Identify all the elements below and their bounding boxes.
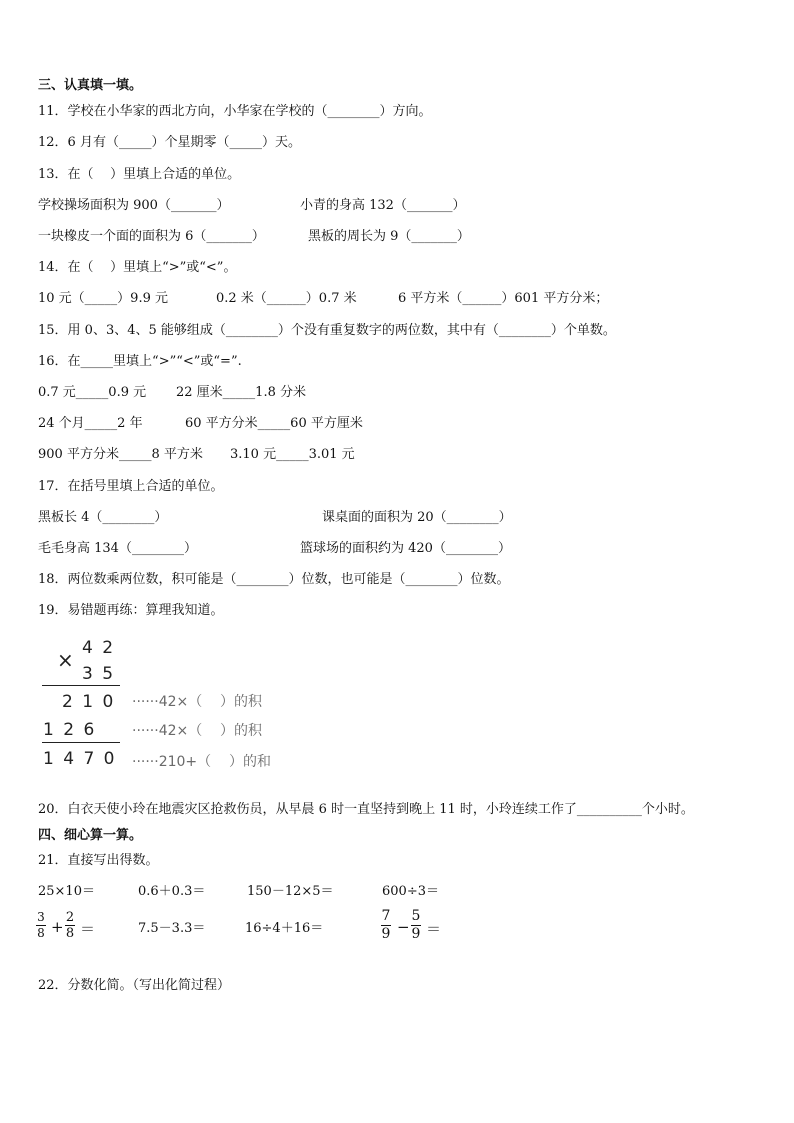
question-12: 12．6 月有（_____）个星期零（_____）天。 bbox=[38, 135, 301, 150]
q14-item-3: 6 平方米（______）601 平方分米； bbox=[398, 291, 609, 306]
q17-item-2: 课桌面的面积为 20（________） bbox=[322, 510, 512, 525]
minus-sign: − bbox=[397, 918, 410, 936]
question-15: 15．用 0、3、4、5 能够组成（________）个没有重复数字的两位数，其中有（________）个单数。 bbox=[38, 323, 616, 338]
question-17: 17．在括号里填上合适的单位。 bbox=[38, 479, 224, 494]
question-19: 19．易错题再练：算理我知道。 bbox=[38, 603, 224, 618]
q16-item-4: 60 平方分米_____60 平方厘米 bbox=[185, 416, 363, 431]
calc-rule-1 bbox=[42, 685, 120, 686]
fraction-5-9 bbox=[411, 909, 421, 942]
calc-row-2: 3 5 bbox=[82, 664, 116, 684]
denominator: 9 bbox=[411, 926, 421, 942]
question-14: 14．在（ ）里填上“>”或“<”。 bbox=[38, 260, 237, 275]
question-18: 18．两位数乘两位数，积可能是（________）位数，也可能是（________）位数。 bbox=[38, 572, 510, 587]
calc-item-3: 150－12×5＝ bbox=[247, 884, 334, 899]
denominator: 8 bbox=[65, 926, 75, 941]
calc-item-6: 16÷4＋16＝ bbox=[245, 921, 324, 936]
fraction-3-8 bbox=[36, 911, 46, 940]
question-11: 11．学校在小华家的西北方向，小华家在学校的（________）方向。 bbox=[38, 104, 432, 119]
calc-row-5: 1 4 7 0 bbox=[43, 749, 117, 769]
numerator: 7 bbox=[381, 908, 391, 924]
fraction-7-9 bbox=[381, 909, 391, 942]
denominator: 9 bbox=[381, 926, 391, 942]
q13-item-1: 学校操场面积为 900（_______） bbox=[38, 198, 230, 213]
question-16: 16．在_____里填上“>”“<”或“=”. bbox=[38, 354, 242, 369]
q13-item-3: 一块橡皮一个面的面积为 6（_______） bbox=[38, 229, 265, 244]
q17-item-1: 黑板长 4（________） bbox=[38, 510, 168, 525]
section-3-title: 三、认真填一填。 bbox=[38, 78, 143, 93]
calc-item-2: 0.6＋0.3＝ bbox=[138, 884, 206, 899]
equals-sign: ＝ bbox=[426, 920, 442, 938]
q13-item-2: 小青的身高 132（_______） bbox=[300, 198, 466, 213]
equals-sign: ＝ bbox=[80, 920, 96, 938]
calc-rule-2 bbox=[42, 742, 120, 743]
calc-note-3: ······210+（ ）的和 bbox=[132, 754, 271, 770]
calc-row-4: 1 2 6 bbox=[43, 720, 97, 740]
plus-sign: + bbox=[51, 918, 64, 936]
q16-item-2: 22 厘米_____1.8 分米 bbox=[176, 385, 306, 400]
q14-item-1: 10 元（_____）9.9 元 bbox=[38, 291, 168, 306]
section-4-title: 四、细心算一算。 bbox=[38, 828, 143, 843]
question-21: 21．直接写出得数。 bbox=[38, 853, 159, 868]
calc-row-1: 4 2 bbox=[82, 638, 116, 658]
q16-item-5: 900 平方分米_____8 平方米 bbox=[38, 447, 203, 462]
calc-item-1: 25×10＝ bbox=[38, 884, 95, 899]
calc-row-3: 2 1 0 bbox=[62, 692, 116, 712]
question-22: 22．分数化简。（写出化简过程） bbox=[38, 978, 231, 993]
q17-item-3: 毛毛身高 134（________） bbox=[38, 541, 197, 556]
calc-item-5: 7.5－3.3＝ bbox=[138, 921, 206, 936]
times-sign: × bbox=[57, 648, 76, 672]
q14-item-2: 0.2 米（______）0.7 米 bbox=[216, 291, 357, 306]
question-20: 20．白衣天使小玲在地震灾区抢救伤员，从早晨 6 时一直坚持到晚上 11 时，小玲连续工作了__________个小时。 bbox=[38, 802, 694, 817]
calc-note-1: ······42×（ ）的积 bbox=[132, 694, 263, 710]
fraction-2-8 bbox=[65, 911, 75, 940]
calc-item-4: 600÷3＝ bbox=[382, 884, 439, 899]
numerator: 3 bbox=[37, 910, 45, 924]
q16-item-1: 0.7 元_____0.9 元 bbox=[38, 385, 147, 400]
calc-note-2: ······42×（ ）的积 bbox=[132, 723, 263, 739]
numerator: 2 bbox=[65, 910, 75, 925]
q16-item-6: 3.10 元_____3.01 元 bbox=[230, 447, 355, 462]
numerator: 5 bbox=[411, 908, 421, 924]
q13-item-4: 黑板的周长为 9（_______） bbox=[308, 229, 470, 244]
q17-item-4: 篮球场的面积约为 420（________） bbox=[300, 541, 511, 556]
denominator: 8 bbox=[37, 926, 45, 940]
q16-item-3: 24 个月_____2 年 bbox=[38, 416, 143, 431]
question-13: 13．在（ ）里填上合适的单位。 bbox=[38, 167, 241, 182]
